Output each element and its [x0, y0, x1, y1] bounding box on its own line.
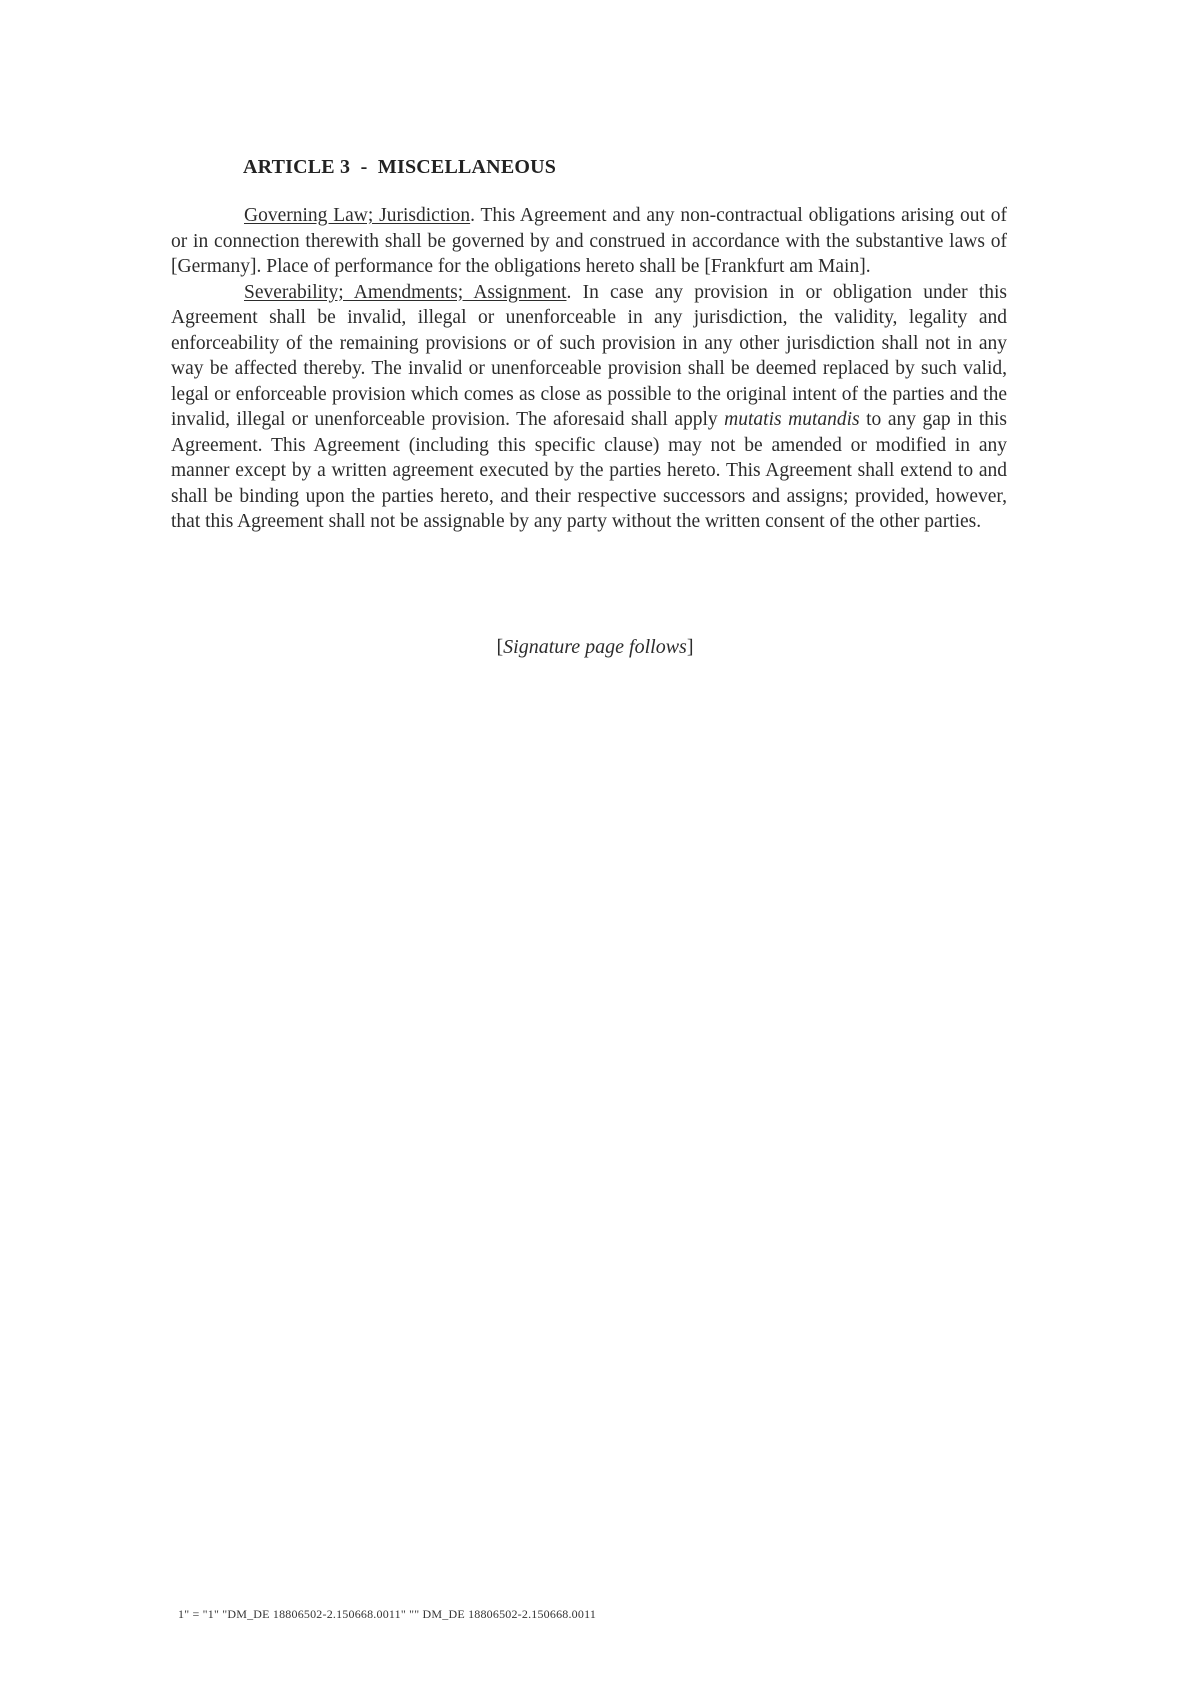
- severability-italic-term: mutatis mutandis: [724, 409, 860, 430]
- signature-open-bracket: [: [496, 636, 504, 658]
- severability-separator: .: [566, 281, 583, 303]
- article-heading: ARTICLE 3 - MISCELLANEOUS: [243, 156, 557, 178]
- severability-title: Severability; Amendments; Assignment: [244, 281, 567, 303]
- document-footer-reference: 1" = "1" "DM_DE 18806502-2.150668.0011" "" DM_DE 18806502-2.150668.0011: [178, 1607, 597, 1621]
- signature-note-text: Signature page follows: [503, 636, 687, 658]
- governing-law-title: Governing Law; Jurisdiction: [244, 205, 471, 226]
- paragraph-severability: [171, 280, 1007, 535]
- signature-close-bracket: ]: [686, 636, 694, 658]
- paragraph-governing-law: [171, 203, 1007, 280]
- signature-page-note: [0, 636, 1190, 659]
- article-body: [171, 203, 1007, 535]
- severability-text-part1: In case any provision in or obligation under this Agreement shall be invalid, illegal or unenforceable in any jurisdiction, the validity, legality and enforceability of the remaining provisions or of such provision in any other jurisdiction shall not in any way be affected thereby. The invalid or unenforceable provision shall be deemed replaced by such valid, legal or enforceable provision which comes as close as possible to the original intent of the parties and the invalid, illegal or unenforceable provision. The aforesaid shall apply: [171, 281, 1008, 430]
- severability-text-part2: to any gap in this Agreement. This Agreement (including this specific clause) may not be amended or modified in any manner except by a written agreement executed by the parties hereto. This Agreement shall extend to and shall be binding upon the parties hereto, and their respective successors and assigns; provided, however, that this Agreement shall not be assignable by any party without the written consent of the other parties.: [171, 409, 1008, 532]
- governing-law-separator: .: [470, 205, 481, 226]
- governing-law-text: This Agreement and any non-contractual obligations arising out of or in connection therewith shall be governed by and construed in accordance with the substantive laws of [Germany]. Place of performance for the obligations hereto shall be [Frankfurt am Main].: [171, 205, 1007, 277]
